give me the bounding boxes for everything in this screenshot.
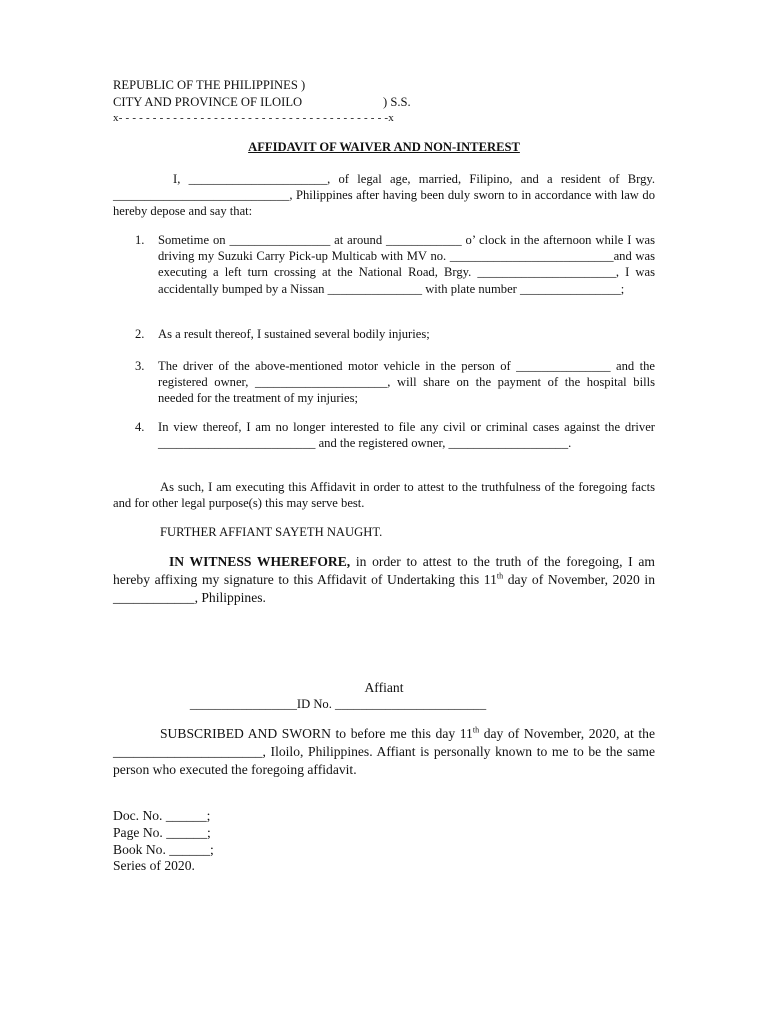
intro-paragraph: I, ______________________, of legal age, married, Filipino, and a resident of Brgy. ____________________________, Philippines after having been duly sworn to in accordance with law do hereby depose and say that: [113,172,655,219]
witness-sup: th [496,571,504,581]
header-ss: ) S.S. [383,95,411,109]
item-4-text: In view thereof, I am no longer interested to file any civil or criminal cases against the driver _________________________ and the registered owner, ___________________. [158,420,655,451]
affiant-id-line: _________________ID No. ________________________ [189,697,487,711]
witness-heading: IN WITNESS WHEREFORE, [169,554,351,569]
witness-text-1: in order to attest to the truth of the foregoing, I am hereby affixing my signature to this Affidavit of Undertaking this 11 [113,554,655,587]
header-city: CITY AND PROVINCE OF ILOILO [113,95,303,109]
witness-paragraph [113,553,655,607]
subscribed-paragraph [113,725,655,779]
item-1-text: Sometime on ________________ at around ____________ o’ clock in the afternoon while I was driving my Suzuki Carry Pick-up Multicab with MV no. __________________________and was executing a left turn crossing at the National Road, Brgy. ______________________, I was accidentally bumped by a Nissan _______________ with plate number ________________; [158,233,655,296]
document-title: AFFIDAVIT OF WAIVER AND NON-INTEREST [248,140,520,154]
notary-series: Series of 2020. [113,858,195,873]
as-such-paragraph: As such, I am executing this Affidavit in order to attest to the truthfulness of the foregoing facts and for other legal purpose(s) this may serve best. [113,480,655,511]
subscribed-text-2: day of November, 2020, at the ______________________, Iloilo, Philippines. Affiant is personally known to me to be the same person who executed the foregoing affidavit. [113,726,655,777]
header-divider: x- - - - - - - - - - - - - - - - - - - - - - - - - - - - - - - - - - - - - - - -x [113,112,394,124]
affiant-label: Affiant [364,680,404,695]
notary-page-no: Page No. ______; [113,825,211,840]
further-affiant-line: FURTHER AFFIANT SAYETH NAUGHT. [160,525,383,539]
item-2-text: As a result thereof, I sustained several bodily injuries; [158,327,430,341]
item-3-text: The driver of the above-mentioned motor vehicle in the person of _______________ and the registered owner, _____________________, will share on the payment of the hospital bills needed for the treatment of my injuries; [158,359,655,406]
item-2-number: 2. [135,327,145,341]
notary-book-no: Book No. ______; [113,842,214,857]
item-3-number: 3. [135,359,145,373]
witness-text-2: day of November, 2020 in ____________, Philippines. [113,572,655,605]
item-4-number: 4. [135,420,145,434]
subscribed-sup: th [472,725,480,735]
notary-doc-no: Doc. No. ______; [113,808,211,823]
header-republic: REPUBLIC OF THE PHILIPPINES ) [113,78,306,92]
item-1-number: 1. [135,233,145,247]
subscribed-text-1: SUBSCRIBED AND SWORN to before me this day 11 [160,726,473,741]
